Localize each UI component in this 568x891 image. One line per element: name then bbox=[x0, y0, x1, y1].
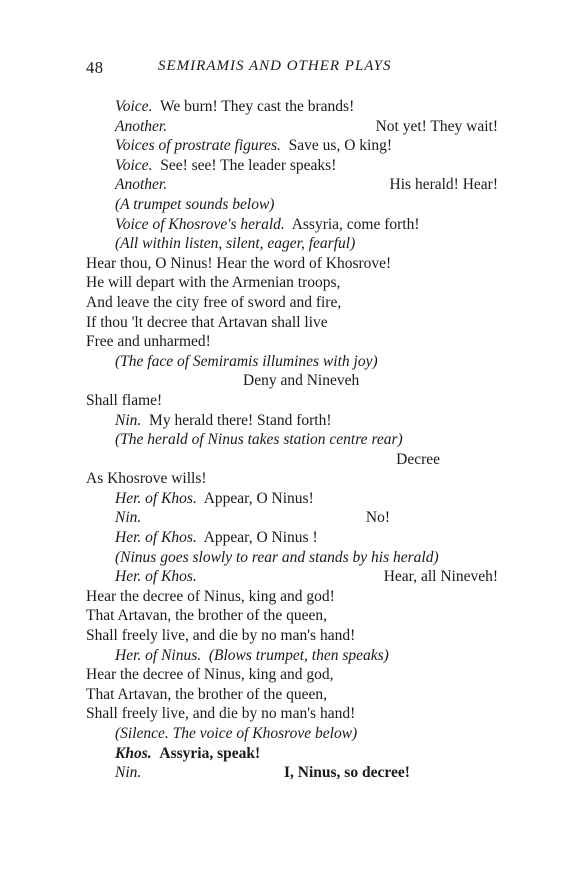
dialogue-line bbox=[0, 411, 568, 431]
stage-direction: (The face of Semiramis illumines with joy) bbox=[115, 352, 378, 370]
stage-direction: (Silence. The voice of Khosrove below) bbox=[115, 725, 358, 742]
speaker-name: Her. of Khos. bbox=[115, 489, 197, 507]
verse-line: Shall freely live, and die by no man's hand! bbox=[86, 627, 356, 645]
speech-text: Assyria, come forth! bbox=[291, 215, 420, 233]
speaker-name: Nin. bbox=[115, 509, 142, 527]
stage-direction: (Ninus goes slowly to rear and stands by his herald) bbox=[115, 548, 439, 566]
verse-line: That Artavan, the brother of the queen, bbox=[86, 607, 328, 625]
speaker-name: Khos. bbox=[115, 744, 152, 762]
dialogue-line bbox=[0, 763, 568, 783]
speaker-name: Voices of prostrate figures. bbox=[115, 137, 281, 155]
speech-text: Save us, O king! bbox=[288, 137, 392, 155]
dialogue-line bbox=[0, 646, 568, 666]
speech-text: Appear, O Ninus! bbox=[203, 489, 314, 507]
speaker-name: Nin. bbox=[115, 411, 142, 429]
verse-line: Hear thou, O Ninus! Hear the word of Khosrove! bbox=[86, 254, 392, 272]
speaker-name: Voice. bbox=[115, 98, 153, 115]
speech-text: My herald there! Stand forth! bbox=[149, 411, 332, 429]
speech-text: Not yet! They wait! bbox=[375, 117, 498, 135]
verse-line: He will depart with the Armenian troops, bbox=[86, 274, 341, 292]
speaker-name: Voice. bbox=[115, 156, 153, 174]
verse-line: And leave the city free of sword and fire, bbox=[86, 293, 342, 311]
dialogue-line bbox=[0, 215, 568, 235]
verse-line bbox=[0, 371, 568, 391]
stage-direction: (All within listen, silent, eager, fearful) bbox=[115, 235, 356, 253]
dialogue-line bbox=[0, 136, 568, 156]
verse-line: Shall flame! bbox=[86, 391, 163, 409]
verse-line: As Khosrove wills! bbox=[86, 470, 207, 488]
dialogue-line bbox=[0, 97, 568, 117]
dialogue-line bbox=[0, 156, 568, 176]
speech-text: Assyria, speak! bbox=[159, 744, 261, 762]
speech-text: We burn! They cast the brands! bbox=[159, 98, 355, 115]
page-header bbox=[0, 58, 568, 80]
dialogue-line bbox=[0, 567, 568, 587]
play-text bbox=[0, 97, 568, 783]
speech-text: No! bbox=[365, 509, 390, 527]
speaker-name: Her. of Khos. bbox=[115, 568, 197, 586]
dialogue-line bbox=[0, 508, 568, 528]
speech-text: See! see! The leader speaks! bbox=[160, 156, 337, 174]
page-number: 48 bbox=[86, 58, 104, 77]
speaker-name: Her. of Khos. bbox=[115, 529, 197, 547]
verse-line: If thou 'lt decree that Artavan shall live bbox=[86, 313, 328, 331]
stage-direction: (The herald of Ninus takes station centre rear) bbox=[115, 431, 403, 449]
speech-text: I, Ninus, so decree! bbox=[284, 764, 410, 782]
dialogue-line bbox=[0, 117, 568, 137]
speech-text: Appear, O Ninus ! bbox=[203, 529, 318, 547]
speech-text: Deny and Nineveh bbox=[243, 372, 360, 390]
dialogue-line bbox=[0, 528, 568, 548]
dialogue-line bbox=[0, 175, 568, 195]
verse-line: Hear the decree of Ninus, king and god! bbox=[86, 587, 335, 605]
verse-line: Free and unharmed! bbox=[86, 333, 211, 351]
speaker-name: Another. bbox=[115, 176, 168, 194]
speech-text: His herald! Hear! bbox=[389, 176, 498, 194]
speaker-name: Nin. bbox=[115, 764, 142, 782]
verse-line: Hear the decree of Ninus, king and god, bbox=[86, 666, 334, 684]
stage-direction: (A trumpet sounds below) bbox=[115, 195, 275, 213]
verse-line: Shall freely live, and die by no man's hand! bbox=[86, 705, 356, 723]
running-title: SEMIRAMIS AND OTHER PLAYS bbox=[158, 58, 392, 74]
speech-text: Decree bbox=[396, 450, 440, 468]
dialogue-line bbox=[0, 489, 568, 509]
speech-text: Hear, all Nineveh! bbox=[383, 568, 498, 586]
verse-line: That Artavan, the brother of the queen, bbox=[86, 685, 328, 703]
speaker-name: Another. bbox=[115, 117, 168, 135]
speaker-name: Voice of Khosrove's herald. bbox=[115, 215, 285, 233]
stage-direction: (Blows trumpet, then speaks) bbox=[208, 646, 389, 664]
speaker-name: Her. of Ninus. bbox=[115, 646, 202, 664]
verse-line bbox=[0, 450, 568, 470]
dialogue-line bbox=[0, 744, 568, 764]
